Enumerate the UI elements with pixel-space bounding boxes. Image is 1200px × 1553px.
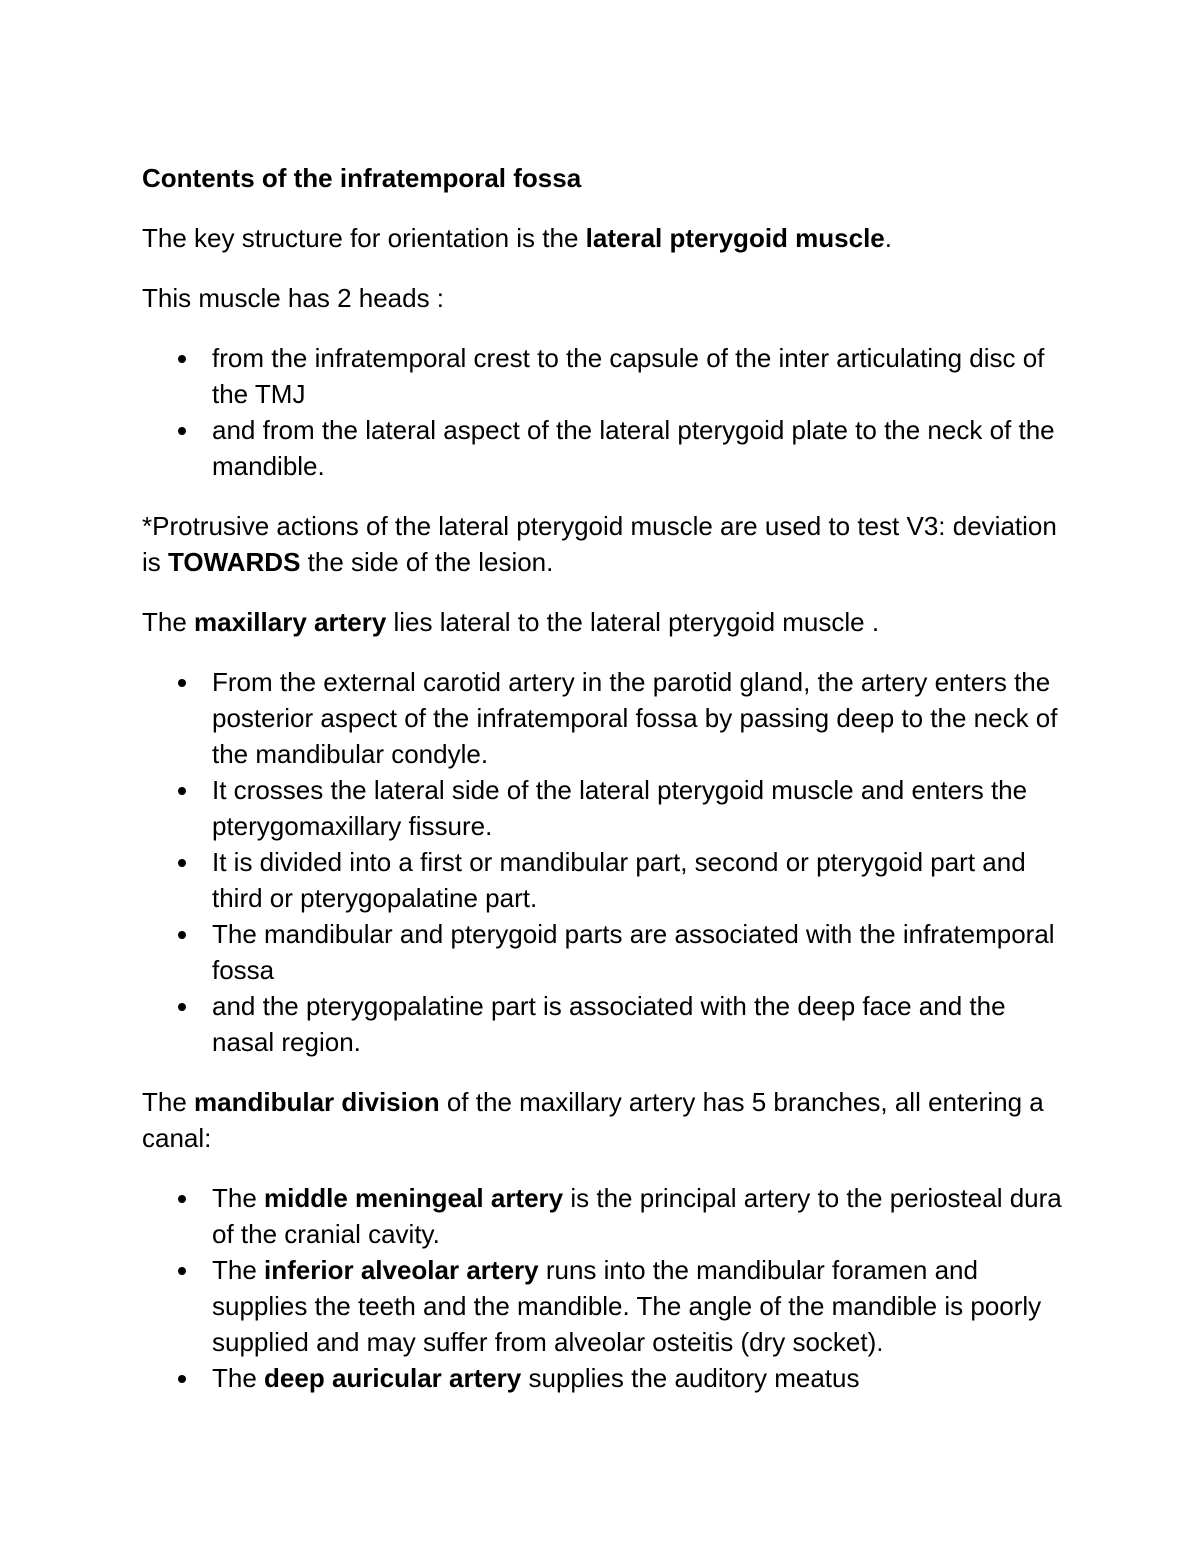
bold-term: deep auricular artery (264, 1363, 522, 1393)
bullet-icon (178, 859, 186, 867)
list-item (142, 1180, 1072, 1252)
text-segment: It is divided into a first or mandibular part, second or pterygoid part and third or pterygopalatine part. (212, 847, 1026, 913)
heads-intro-paragraph (142, 280, 1072, 316)
list-item (142, 988, 1072, 1060)
bold-term: mandibular division (194, 1087, 440, 1117)
text-segment: supplies the auditory meatus (521, 1363, 860, 1393)
text-segment: of the maxillary artery has 5 branches, all entering a canal: (142, 1087, 1044, 1153)
text-segment: from the infratemporal crest to the capsule of the inter articulating disc of the TMJ (212, 343, 1045, 409)
bold-term: lateral pterygoid muscle (585, 223, 885, 253)
list-item (142, 664, 1072, 772)
text-segment: . (884, 223, 892, 253)
text-segment: The key structure for orientation is the (142, 223, 586, 253)
maxillary-artery-list (142, 664, 1072, 1060)
bullet-icon (178, 1003, 186, 1011)
text-segment: the side of the lesion. (300, 547, 554, 577)
list-item (142, 916, 1072, 988)
text-segment: *Protrusive actions of the lateral pterygoid muscle are used to test V3: deviation is (142, 511, 1057, 577)
bullet-icon (178, 355, 186, 363)
text-segment: This muscle has 2 heads : (142, 283, 445, 313)
bullet-icon (178, 931, 186, 939)
protrusive-note-paragraph (142, 508, 1072, 580)
text-segment: It crosses the lateral side of the lateral pterygoid muscle and enters the pterygomaxillary fissure. (212, 775, 1028, 841)
text-segment: is the principal artery to the periosteal dura of the cranial cavity. (212, 1183, 1062, 1249)
bullet-icon (178, 1195, 186, 1203)
mandibular-division-paragraph (142, 1084, 1072, 1156)
bold-term: maxillary artery (194, 607, 387, 637)
list-item (142, 772, 1072, 844)
bold-term: TOWARDS (168, 547, 301, 577)
bullet-icon (178, 1375, 186, 1383)
bold-term: inferior alveolar artery (264, 1255, 539, 1285)
document-title: Contents of the infratemporal fossa (142, 163, 582, 193)
bullet-icon (178, 679, 186, 687)
text-segment: The (142, 1087, 195, 1117)
document-page (142, 160, 1072, 1420)
bold-term: middle meningeal artery (264, 1183, 564, 1213)
maxillary-artery-paragraph (142, 604, 1072, 640)
text-segment: From the external carotid artery in the parotid gland, the artery enters the posterior aspect of the infratemporal fossa by passing deep to the neck of the mandibular condyle. (212, 667, 1058, 769)
text-segment: The (142, 607, 195, 637)
bullet-icon (178, 787, 186, 795)
bullet-icon (178, 1267, 186, 1275)
list-item (142, 412, 1072, 484)
text-segment: and from the lateral aspect of the lateral pterygoid plate to the neck of the mandible. (212, 415, 1055, 481)
text-segment: The mandibular and pterygoid parts are associated with the infratemporal fossa (212, 919, 1055, 985)
document-body (142, 220, 1072, 1396)
mandibular-branches-list (142, 1180, 1072, 1396)
text-segment: runs into the mandibular foramen and supplies the teeth and the mandible. The angle of the mandible is poorly supplied and may suffer from alveolar osteitis (dry socket). (212, 1255, 1042, 1357)
text-segment: lies lateral to the lateral pterygoid muscle . (386, 607, 880, 637)
list-item (142, 340, 1072, 412)
orientation-paragraph (142, 220, 1072, 256)
list-item (142, 1360, 1072, 1396)
heads-list (142, 340, 1072, 484)
list-item (142, 1252, 1072, 1360)
text-segment: The (212, 1255, 265, 1285)
text-segment: The (212, 1363, 265, 1393)
text-segment: The (212, 1183, 265, 1213)
text-segment: and the pterygopalatine part is associated with the deep face and the nasal region. (212, 991, 1006, 1057)
bullet-icon (178, 427, 186, 435)
list-item (142, 844, 1072, 916)
